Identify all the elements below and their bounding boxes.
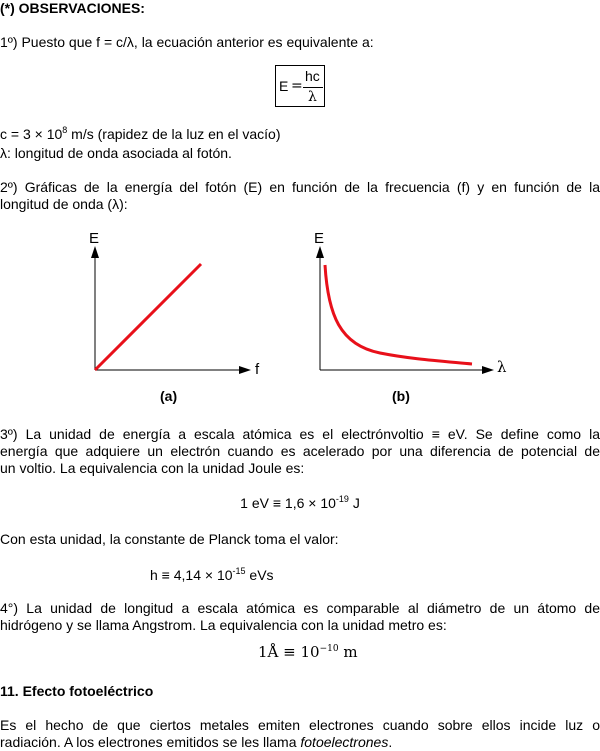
graph-b: [316, 246, 494, 374]
graph-b-x-label: λ: [497, 358, 507, 376]
graph-b-curve: [325, 265, 472, 364]
section-11-paragraph: [0, 717, 600, 751]
graph-a: [91, 246, 251, 374]
section-11-title: 11. Efecto fotoeléctrico: [0, 683, 154, 699]
obs2-line2: longitud de onda (λ):: [0, 196, 128, 212]
planck-intro: Con esta unidad, la constante de Planck toma el valor:: [0, 531, 339, 547]
lambda-definition: λ: longitud de onda asociada al fotón.: [0, 145, 232, 161]
obs3-line1: 3º) La unidad de energía a escala atómica es el electrónvoltio ≡ eV. Se define como la: [0, 426, 600, 442]
formula-numerator: hc: [305, 68, 320, 84]
formula-lhs: E: [279, 78, 289, 94]
section-11-line1: Es el hecho de que ciertos metales emiten electrones cuando sobre ellos incide luz o: [0, 717, 600, 733]
obs4-line1: 4°) La unidad de longitud a escala atómica es comparable al diámetro de un átomo de: [0, 600, 600, 616]
graph-b-y-label: E: [314, 230, 325, 247]
obs2-line1: 2º) Gráficas de la energía del fotón (E) en función de la frecuencia (f) y en función de la: [0, 179, 600, 195]
obs1-text: 1º) Puesto que f = c/λ, la ecuación anterior es equivalente a:: [0, 34, 374, 50]
graph-a-caption: (a): [160, 388, 178, 404]
ev-joule-equivalence: 1 eV ≡ $1,6 \times 10^{-19}$ J: [240, 494, 360, 511]
obs3-line2: energía que adquiere un electrón cuando es acelerado por una diferencia de potencial de: [0, 443, 600, 459]
section-11-line2: radiación. A los electrones emitidos se les llama fotoelectrones.: [0, 734, 393, 750]
graph-b-caption: (b): [392, 388, 410, 404]
obs4-line2: hidrógeno y se llama Angstrom. La equivalencia con la unidad metro es:: [0, 617, 447, 633]
graph-a-x-label: f: [255, 361, 260, 378]
observations-heading: (*) OBSERVACIONES:: [0, 0, 145, 16]
formula-denominator: λ: [308, 89, 317, 105]
obs3-line3: un voltio. La equivalencia con la unidad Joule es:: [0, 460, 305, 476]
speed-of-light-line: $c = 3 \times 10^8$ m/s (rapidez de la luz en el vacío): [0, 125, 281, 142]
angstrom-equivalence: 1Å ≡ $10^{-10}$ m: [258, 643, 358, 661]
formula-equals: =: [291, 78, 303, 94]
graph-a-y-label: E: [89, 230, 100, 247]
obs3-paragraph: [0, 426, 600, 477]
planck-value: $h \equiv 4,14 \times 10^{-15}$ eVs: [150, 566, 274, 583]
obs4-paragraph: [0, 600, 600, 634]
graph-a-curve: [95, 264, 201, 370]
